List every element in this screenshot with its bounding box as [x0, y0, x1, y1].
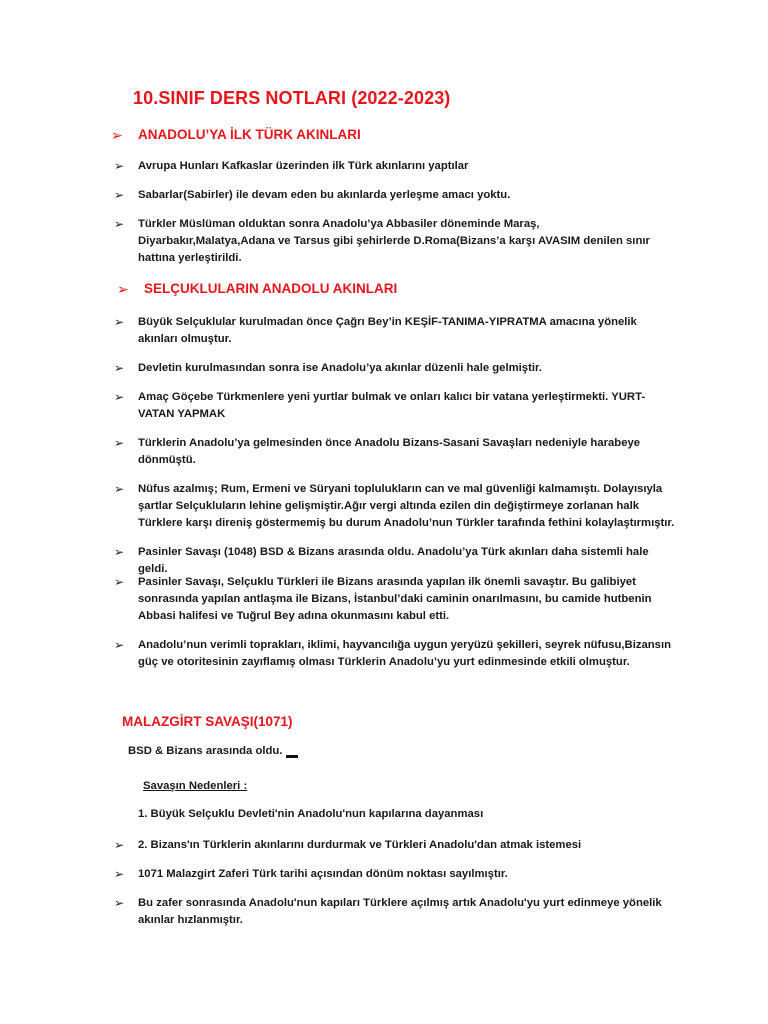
list-item: ➢ Anadolu’nun verimli toprakları, iklimi, hayvancılığa uygun yeryüzü şekilleri, seyrek nüfusu,Bizansın güç ve otoritesinin zayıflamış olması Türklerin Anadolu’yu yurt edinmesinde etkili olmuştur.: [114, 638, 671, 668]
list-item: ➢ Nüfus azalmış; Rum, Ermeni ve Süryani toplulukların can ve mal güvenliği kalmamıştı. Dolayısıyla şartlar Selçukluların lehine gelişmiştir.Ağır vergi altında ezilen din değiştirmeye zorlanan halk Türklere karşı direniş göstermemiş bu durum Anadolu’nun Türkler tarafında fethini kolaylaştırmıştır.: [114, 482, 675, 529]
malazgirt-intro: BSD & Bizans arasında oldu.: [128, 745, 298, 758]
dash-mark: [286, 755, 298, 758]
page-title: 10.SINIF DERS NOTLARI (2022-2023): [133, 88, 451, 108]
bullet-arrow-icon: ➢: [114, 315, 125, 329]
list-item: ➢ Sabarlar(Sabirler) ile devam eden bu akınlarda yerleşme amacı yoktu.: [114, 188, 511, 202]
bullet-arrow-icon: ➢: [114, 390, 125, 404]
bullet-arrow-icon: ➢: [114, 188, 125, 202]
bullet-arrow-icon: ➢: [114, 361, 125, 375]
bullet-arrow-icon: ➢: [114, 436, 125, 450]
list-item: ➢ Pasinler Savaşı, Selçuklu Türkleri ile Bizans arasında yapılan ilk önemli savaştır. Bu galibiyet sonrasında yapılan antlaşma ile Bizans, İstanbul’daki caminin onarılmasını, bu camide hutbenin Abbasi halifesi ve Tuğrul Bey adına okunmasını kabul etti.: [114, 575, 652, 622]
bullet-arrow-icon: ➢: [114, 545, 125, 559]
list-item: ➢ 1071 Malazgirt Zaferi Türk tarihi açısından dönüm noktası sayılmıştır.: [114, 867, 508, 881]
bullet-arrow-icon: ➢: [114, 482, 125, 496]
list-item: ➢ Türkler Müslüman olduktan sonra Anadolu’ya Abbasiler döneminde Maraş, Diyarbakır,Malatya,Adana ve Tarsus gibi şehirlerde D.Roma(Bizans’a karşı AVASIM denilen sınır hattına yerleştirildi.: [114, 217, 650, 264]
bullet-arrow-icon: ➢: [114, 838, 125, 852]
section-heading-selcuklu-akinlari: ➢ SELÇUKLULARIN ANADOLU AKINLARI: [117, 281, 398, 297]
section-heading-ilk-turk-akinlari: ➢ ANADOLU’YA İLK TÜRK AKINLARI: [111, 127, 361, 143]
list-item: ➢ Türklerin Anadolu’ya gelmesinden önce Anadolu Bizans-Sasani Savaşları nedeniyle harabeye dönmüştü.: [114, 436, 641, 466]
bullet-arrow-icon: ➢: [114, 867, 125, 881]
bullet-arrow-icon: ➢: [111, 127, 123, 143]
bullet-arrow-icon: ➢: [117, 281, 129, 297]
bullet-arrow-icon: ➢: [114, 638, 125, 652]
list-item: ➢ 2. Bizans'ın Türklerin akınlarını durdurmak ve Türkleri Anadolu'dan atmak istemesi: [114, 838, 582, 852]
list-item: ➢ Pasinler Savaşı (1048) BSD & Bizans arasında oldu. Anadolu’ya Türk akınları daha sistemli hale geldi.: [114, 545, 649, 575]
bullet-arrow-icon: ➢: [114, 217, 125, 231]
list-item: ➢ Amaç Göçebe Türkmenlere yeni yurtlar bulmak ve onları kalıcı bir vatana yerleştirmekti. YURT-VATAN YAPMAK: [114, 390, 646, 420]
list-item: ➢ Avrupa Hunları Kafkaslar üzerinden ilk Türk akınlarını yaptılar: [114, 159, 469, 173]
list-item: ➢ Bu zafer sonrasında Anadolu'nun kapıları Türklere açılmış artık Anadolu'yu yurt edinmeye yönelik akınlar hızlanmıştır.: [114, 896, 662, 926]
reason-item: 1. Büyük Selçuklu Devleti'nin Anadolu'nun kapılarına dayanması: [138, 808, 484, 820]
bullet-arrow-icon: ➢: [114, 896, 125, 910]
bullet-arrow-icon: ➢: [114, 575, 125, 589]
list-item: ➢ Büyük Selçuklular kurulmadan önce Çağrı Bey’in KEŞİF-TANIMA-YIPRATMA amacına yönelik akınları olmuştur.: [114, 315, 637, 345]
reasons-subheading: Savaşın Nedenleri :: [143, 780, 248, 792]
bullet-arrow-icon: ➢: [114, 159, 125, 173]
list-item: ➢ Devletin kurulmasından sonra ise Anadolu’ya akınlar düzenli hale gelmiştir.: [114, 361, 542, 375]
section-heading-malazgirt: MALAZGİRT SAVAŞI(1071): [122, 714, 293, 729]
